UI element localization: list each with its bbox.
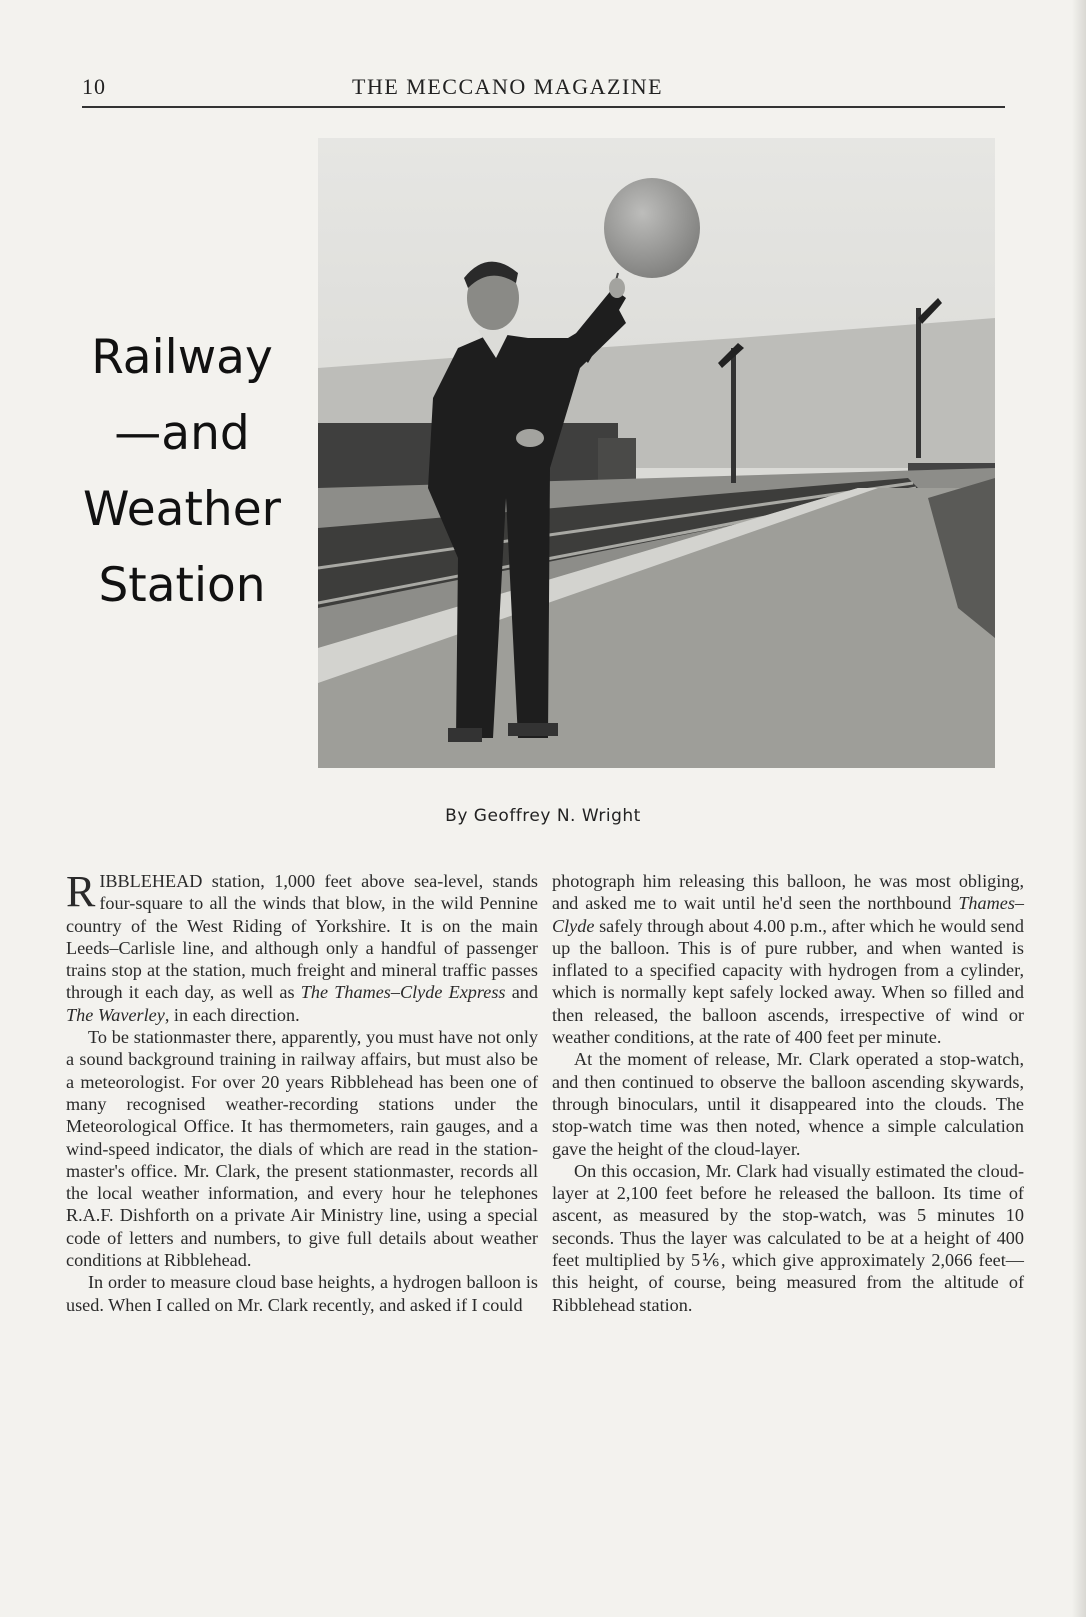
byline: By Geoffrey N. Wright	[445, 806, 641, 826]
balloon-photo-illustration	[318, 138, 995, 768]
paragraph: photograph him releasing this balloon, he was most obliging, and asked me to wait until he'd seen the northbound Thames–Clyde safely through about 4.00 p.m., after which he would send up the balloon. This is of pure rubber, and when wanted is inflated to a specified capacity with hydrogen from a cylinder, which is normally kept safely locked away. When so filled and then released, the balloon ascends, irrespective of wind or weather conditions, at the rate of 400 feet per minute.	[552, 871, 1024, 1048]
running-title: THE MECCANO MAGAZINE	[352, 74, 664, 99]
title-line: Station	[98, 558, 266, 613]
paragraph: On this occasion, Mr. Clark had visually estimated the cloud-layer at 2,100 feet before he released the balloon. Its time of ascent, as measured by the stop-watch, was 5 minutes 10 seconds. Thus the layer was calculated to be at a height of 400 feet multiplied by 5⅙, which give approximately 2,066 feet—this height, of course, being measured from the altitude of Ribblehead station.	[552, 1160, 1024, 1315]
title-line: —and	[114, 406, 250, 461]
hydrogen-balloon	[604, 178, 700, 278]
header-rule	[82, 106, 1005, 108]
signal-post	[731, 348, 736, 483]
title-line: Railway	[91, 330, 273, 385]
paragraph: To be stationmaster there, apparently, you must have not only a sound background training in railway affairs, but must also be a meteorologist. For over 20 years Ribblehead has been one of many recognised weather-recording stations under the Meteorological Office. It has thermometers, rain gauges, and a wind-speed indicator, the dials of which are read in the station-master's office. Mr. Clark, the present stationmaster, records all the local weather information, and every hour he telephones R.A.F. Dishforth on a private Air Ministry line, using a special code of letters and numbers, to give full details about weather conditions at Ribblehead.	[66, 1027, 538, 1271]
paragraph: In order to measure cloud base heights, a hydrogen balloon is used. When I called on Mr. Clark recently, and asked if I could	[66, 1272, 538, 1315]
article-column-right	[552, 870, 1024, 1316]
drop-cap: R	[66, 867, 96, 916]
article-title	[62, 320, 302, 624]
article-column-left	[66, 867, 538, 1316]
page-number: 10	[82, 74, 106, 99]
title-line: Weather	[83, 482, 281, 537]
article-photo	[318, 138, 995, 768]
signal-post	[916, 308, 921, 458]
paragraph: RIBBLEHEAD station, 1,000 feet above sea-level, stands four-square to all the winds that blow, in the wild Pennine country of the West Riding of Yorkshire. It is on the main Leeds–Carlisle line, and although only a handful of passenger trains stop at the station, much freight and mineral traffic passes through it each day, as well as The Thames–Clyde Express and The Waverley, in each direction.	[66, 867, 538, 1025]
paragraph: At the moment of release, Mr. Clark operated a stop-watch, and then continued to observe the balloon ascending skywards, through binoculars, until it disappeared into the clouds. The stop-watch time was then noted, whence a simple calculation gave the height of the cloud-layer.	[552, 1049, 1024, 1159]
